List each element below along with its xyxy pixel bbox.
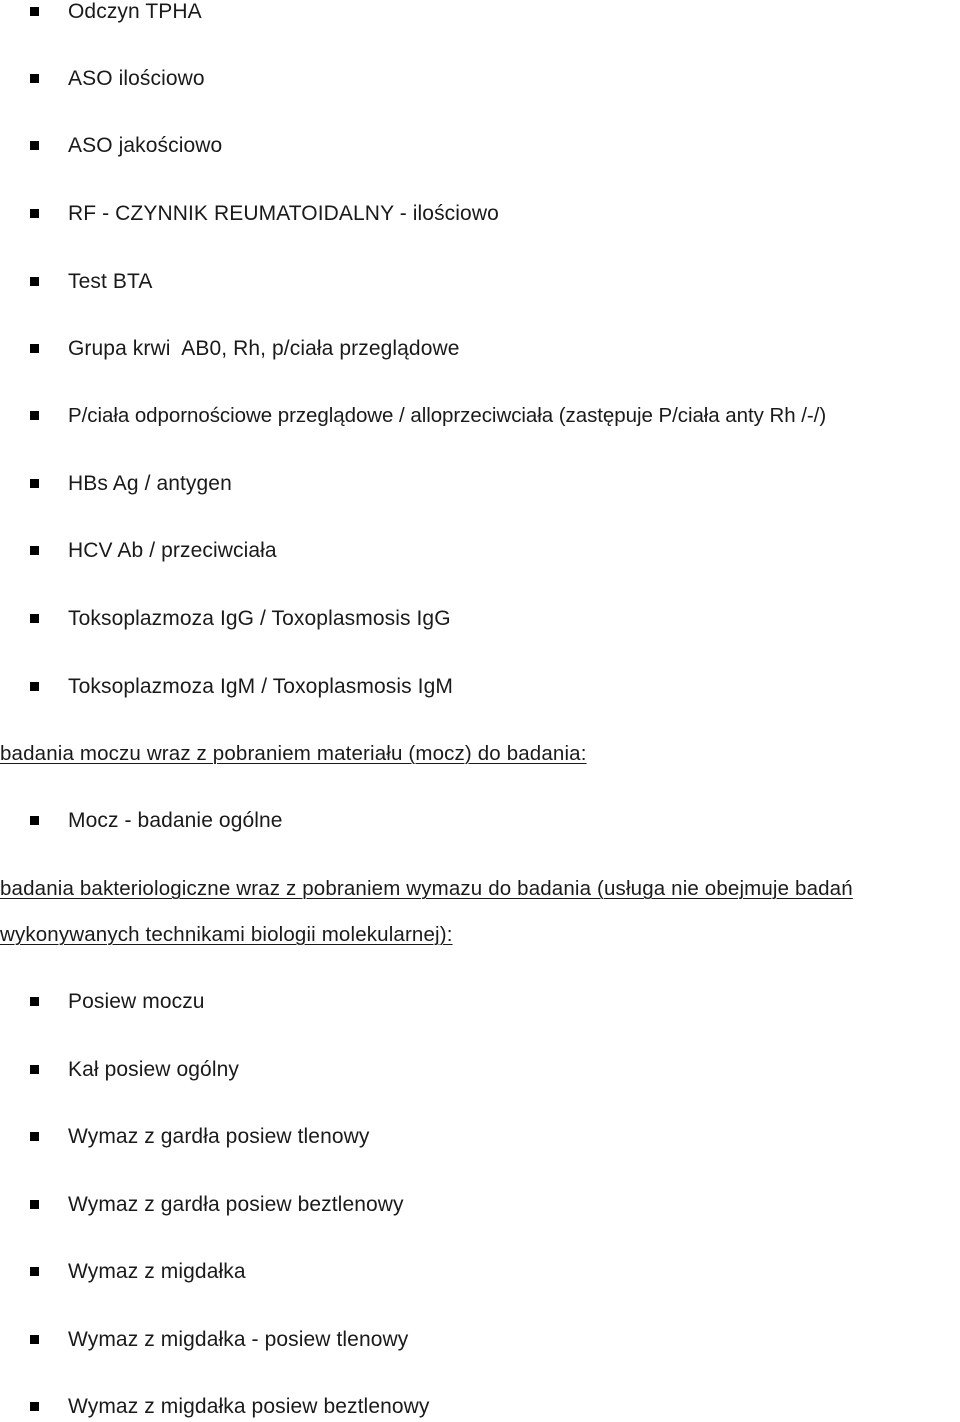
list-item-text: HBs Ag / antygen bbox=[68, 472, 232, 495]
list-item-text: Wymaz z gardła posiew beztlenowy bbox=[68, 1193, 404, 1216]
list-item-text: Odczyn TPHA bbox=[68, 0, 202, 23]
square-bullet-icon bbox=[30, 614, 39, 623]
list-item-text: Toksoplazmoza IgG / Toxoplasmosis IgG bbox=[68, 607, 451, 630]
list-item-text: Wymaz z migdałka posiew beztlenowy bbox=[68, 1395, 430, 1418]
square-bullet-icon bbox=[30, 1132, 39, 1141]
list-item-text: Posiew moczu bbox=[68, 990, 205, 1013]
section-heading-urine bbox=[0, 739, 960, 769]
square-bullet-icon bbox=[30, 1065, 39, 1074]
square-bullet-icon bbox=[30, 344, 39, 353]
square-bullet-icon bbox=[30, 1267, 39, 1276]
square-bullet-icon bbox=[30, 209, 39, 218]
list-item-text: HCV Ab / przeciwciała bbox=[68, 539, 277, 562]
list-item-text: Wymaz z gardła posiew tlenowy bbox=[68, 1125, 370, 1148]
section-heading-bacteriology bbox=[0, 874, 960, 904]
list-item-text: Wymaz z migdałka - posiew tlenowy bbox=[68, 1328, 409, 1351]
list-item-text: Grupa krwi AB0, Rh, p/ciała przeglądowe bbox=[68, 337, 460, 360]
square-bullet-icon bbox=[30, 1200, 39, 1209]
list-item-text: Mocz - badanie ogólne bbox=[68, 809, 283, 832]
square-bullet-icon bbox=[30, 479, 39, 488]
square-bullet-icon bbox=[30, 1402, 39, 1411]
square-bullet-icon bbox=[30, 997, 39, 1006]
square-bullet-icon bbox=[30, 141, 39, 150]
list-item-text: RF - CZYNNIK REUMATOIDALNY - ilościowo bbox=[68, 202, 499, 225]
section-heading-bacteriology-cont bbox=[0, 920, 960, 950]
list-item-text: Kał posiew ogólny bbox=[68, 1058, 239, 1081]
list-item-text: Toksoplazmoza IgM / Toxoplasmosis IgM bbox=[68, 675, 453, 698]
list-item-text: P/ciała odpornościowe przeglądowe / alloprzeciwciała (zastępuje P/ciała anty Rh /-/) bbox=[68, 404, 827, 427]
square-bullet-icon bbox=[30, 7, 39, 16]
section-heading-text-line1: badania bakteriologiczne wraz z pobraniem wymazu do badania (usługa nie obejmuje badań bbox=[0, 877, 853, 900]
square-bullet-icon bbox=[30, 816, 39, 825]
square-bullet-icon bbox=[30, 277, 39, 286]
list-item-text: Test BTA bbox=[68, 270, 153, 293]
square-bullet-icon bbox=[30, 74, 39, 83]
list-item-text: Wymaz z migdałka bbox=[68, 1260, 246, 1283]
list-item-text: ASO ilościowo bbox=[68, 67, 205, 90]
list-item-text: ASO jakościowo bbox=[68, 134, 223, 157]
section-heading-text: badania moczu wraz z pobraniem materiału (mocz) do badania: bbox=[0, 742, 587, 765]
square-bullet-icon bbox=[30, 682, 39, 691]
section-heading-text-line2: wykonywanych technikami biologii molekularnej): bbox=[0, 923, 453, 946]
square-bullet-icon bbox=[30, 546, 39, 555]
square-bullet-icon bbox=[30, 411, 39, 420]
square-bullet-icon bbox=[30, 1335, 39, 1344]
